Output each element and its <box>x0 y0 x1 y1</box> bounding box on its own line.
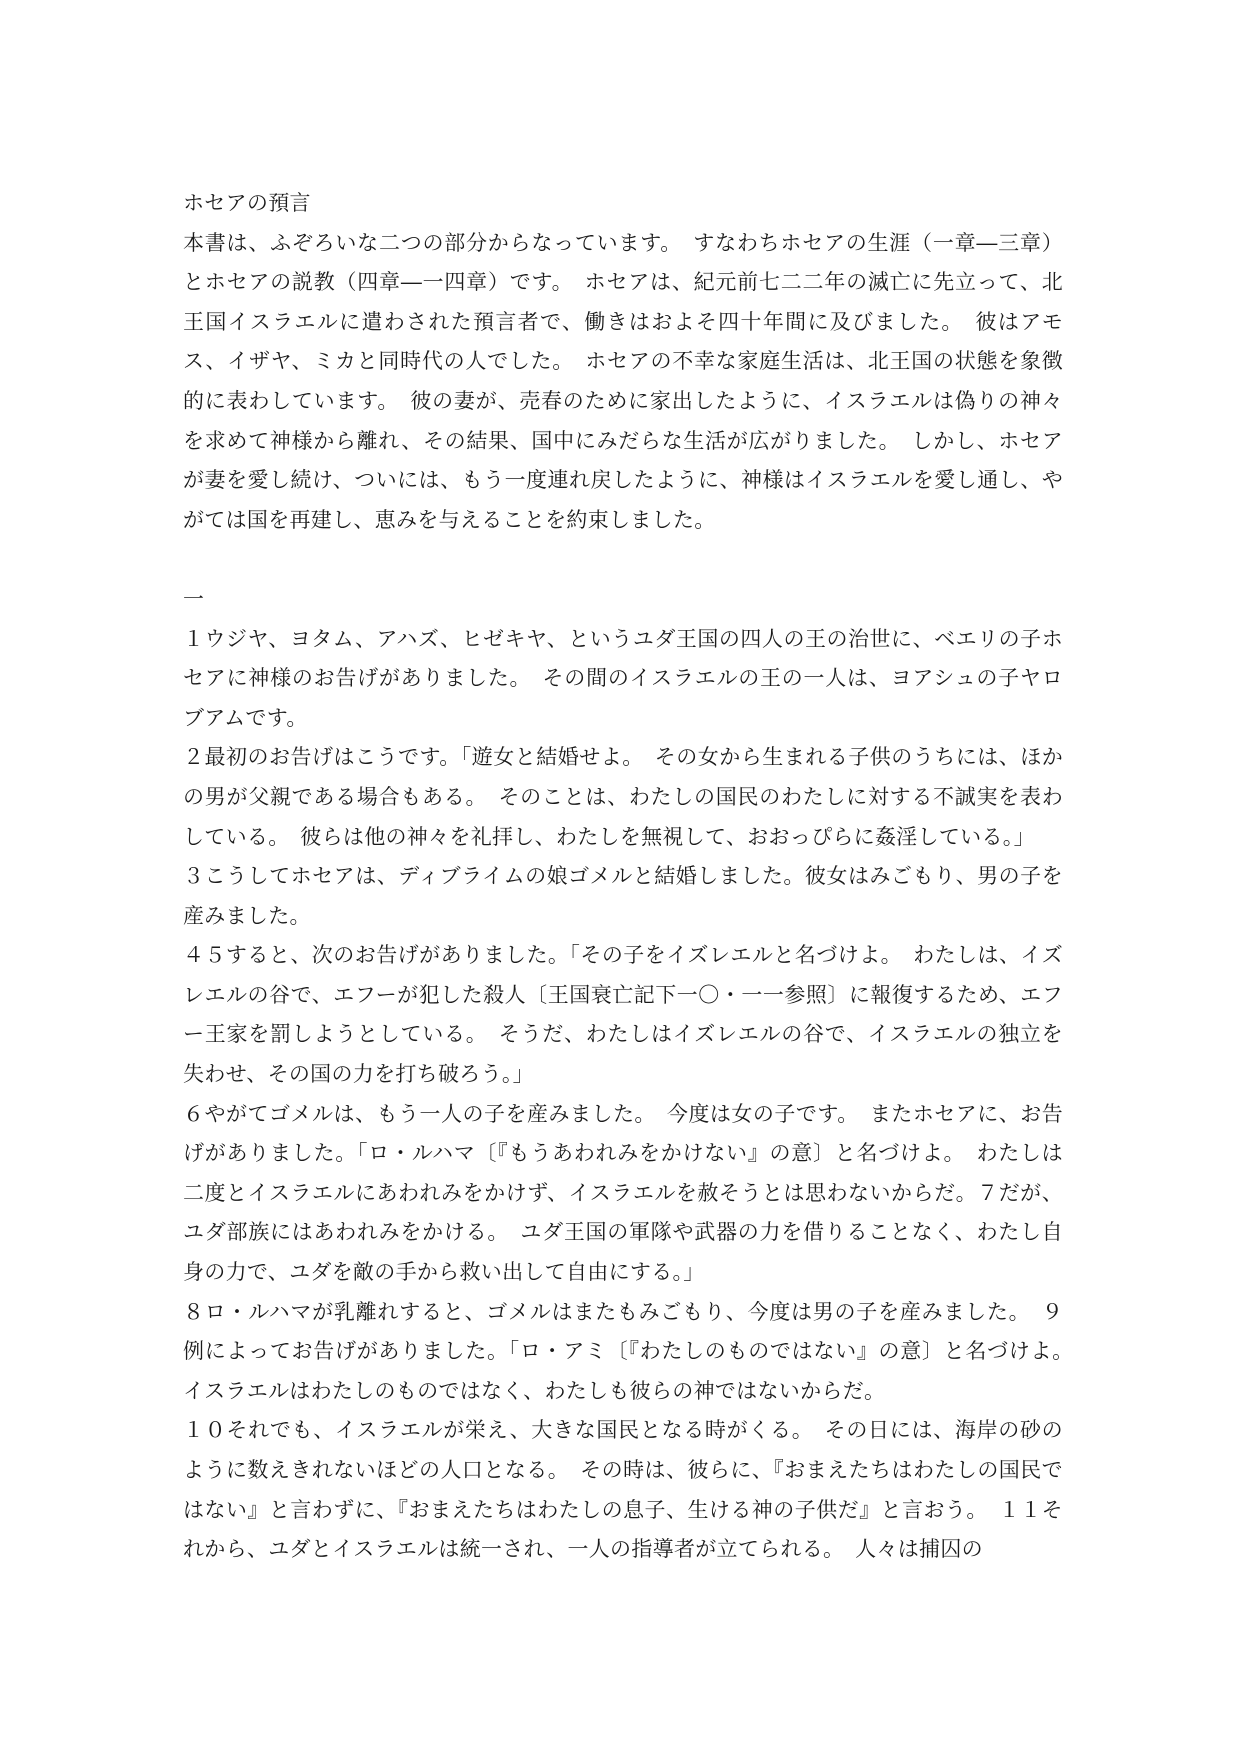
intro-paragraph: 本書は、ふぞろいな二つの部分からなっています。 すなわちホセアの生涯（一章―三章）とホセアの説教（四章―一四章）です。 ホセアは、紀元前七二二年の滅亡に先立って、北王国イスラエルに遣わされた預言者で、働きはおよそ四十年間に及びました。 彼はアモス、イザヤ、ミカと同時代の人でした。 ホセアの不幸な家庭生活は、北王国の状態を象徴的に表わしています。 彼の妻が、売春のために家出したように、イスラエルは偽りの神々を求めて神様から離れ、その結果、国中にみだらな生活が広がりました。 しかし、ホセアが妻を愛し続け、ついには、もう一度連れ戻したように、神様はイスラエルを愛し通し、やがては国を再建し、恵みを与えることを約束しました。 <box>183 230 1063 532</box>
verse-paragraph: ２最初のお告げはこうです。「遊女と結婚せよ。 その女から生まれる子供のうちには、ほかの男が父親である場合もある。 そのことは、わたしの国民のわたしに対する不誠実を表わしている。 彼らは他の神々を礼拝し、わたしを無視して、おおっぴらに姦淫している。」 <box>183 745 1063 849</box>
spacer <box>183 540 1063 580</box>
chapter-heading: 一 <box>183 586 205 611</box>
verse-paragraph: １ウジヤ、ヨタム、アハズ、ヒゼキヤ、というユダ王国の四人の王の治世に、ベエリの子ホセアに神様のお告げがありました。 その間のイスラエルの王の一人は、ヨアシュの子ヤロブアムです。 <box>183 626 1063 730</box>
verse-paragraph: ３こうしてホセアは、ディブライムの娘ゴメルと結婚しました。彼女はみごもり、男の子を産みました。 <box>183 864 1063 928</box>
verse-paragraph: １０それでも、イスラエルが栄え、大きな国民となる時がくる。 その日には、海岸の砂のように数えきれないほどの人口となる。 その時は、彼らに、『おまえたちはわたしの国民ではない』と言わずに、『おまえたちはわたしの息子、生ける神の子供だ』と言おう。 １１それから、ユダとイスラエルは統一され、一人の指導者が立てられる。 人々は捕囚の <box>183 1418 1063 1562</box>
verse-paragraph: ８ロ・ルハマが乳離れすると、ゴメルはまたもみごもり、今度は男の子を産みました。 ９例によってお告げがありました。「ロ・アミ〔『わたしのものではない』の意〕と名づけよ。 イスラエルはわたしのものではなく、わたしも彼らの神ではないからだ。 <box>183 1299 1085 1403</box>
document-title: ホセアの預言 <box>183 191 311 215</box>
verse-paragraph: ６やがてゴメルは、もう一人の子を産みました。 今度は女の子です。 またホセアに、お告げがありました。「ロ・ルハマ〔『もうあわれみをかけない』の意〕と名づけよ。 わたしは二度とイスラエルにあわれみをかけず、イスラエルを赦そうとは思わないからだ。７だが、ユダ部族にはあわれみをかける。 ユダ王国の軍隊や武器の力を借りることなく、わたし自身の力で、ユダを敵の手から救い出して自由にする。」 <box>183 1101 1063 1285</box>
verse-paragraph: ４５すると、次のお告げがありました。「その子をイズレエルと名づけよ。 わたしは、イズレエルの谷で、エフーが犯した殺人〔王国衰亡記下一〇・一一参照〕に報復するため、エフー王家を罰しようとしている。 そうだ、わたしはイズレエルの谷で、イスラエルの独立を失わせ、その国の力を打ち破ろう。」 <box>183 943 1063 1087</box>
document-body <box>183 184 1085 1570</box>
